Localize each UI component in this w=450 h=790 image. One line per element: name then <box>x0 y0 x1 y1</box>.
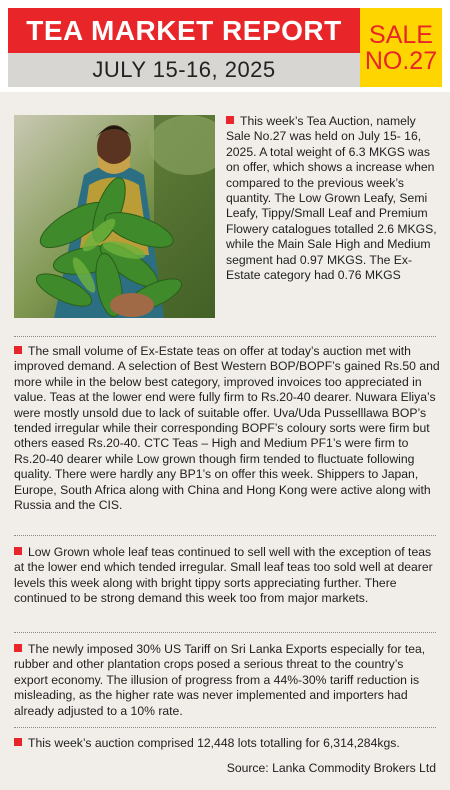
bullet-square-icon <box>14 644 22 652</box>
dotted-divider <box>14 535 436 536</box>
paragraph-low-grown <box>14 545 440 607</box>
paragraph-text: The small volume of Ex-Estate teas on offer at today’s auction met with improved demand. A selection of Best Western BOP/BOPF’s gained Rs.50 and more while in the below best category, improved invoices too appreciated in value. Teas at the lower end were fully firm to Rs.20-40 dearer. Nuwara Eliya’s were mostly unsold due to lack of suitable offer. Uva/Uda Pusselllawa BOP’s tended irregular while their corresponding BOPF’s coloury sorts were firm but others eased Rs.20-40. CTC Teas – High and Medium PF1’s were firm to Rs.20-40 dearer while Low grown though firm tended to fluctuate following quality. There were hardly any BP1’s on offer this week. Shippers to Japan, Europe, South Africa along with China and Hong Kong were active along with Russia and the CIS. <box>14 344 440 513</box>
paragraph-us-tariff <box>14 642 440 719</box>
bullet-square-icon <box>14 738 22 746</box>
paragraph-text: The newly imposed 30% US Tariff on Sri Lanka Exports especially for tea, rubber and other plantation crops posed a serious threat to the country’s export economy. The illusion of progress from a 44%-30% tariff reduction is misleading, as the higher rate was never implemented and importers had already adjusted to a 10% rate. <box>14 642 426 718</box>
paragraph-sale-overview <box>226 114 440 283</box>
report-title: TEA MARKET REPORT <box>8 8 360 53</box>
sale-badge-line2: NO.27 <box>364 46 438 75</box>
bullet-square-icon <box>14 547 22 555</box>
paragraph-text: Low Grown whole leaf teas continued to sell well with the exception of teas at the lower end which tended irregular. Small leaf teas too sold well at dearer levels this week along with bright tippy sorts appreciating further. There continued to be strong demand this week too from major markets. <box>14 545 433 606</box>
tea-picker-illustration <box>14 115 215 318</box>
source-credit: Source: Lanka Commodity Brokers Ltd <box>226 761 436 775</box>
dotted-divider <box>14 336 436 337</box>
paragraph-text: This week’s auction comprised 12,448 lots totalling for 6,314,284kgs. <box>28 736 400 750</box>
sale-badge-line1: SALE <box>369 20 433 49</box>
bullet-square-icon <box>226 116 234 124</box>
sale-number-badge <box>360 8 442 87</box>
paragraph-auction-total <box>14 736 440 751</box>
paragraph-text: This week’s Tea Auction, namely Sale No.27 was held on July 15- 16, 2025. A total weight of 6.3 MKGS was on offer, which shows a increase when compared to the previous week’s quantity. The Low Grown Leafy, Semi Leafy, Tippy/Small Leaf and Premium Flowery catalogues totalled 2.6 MKGS, while the Main Sale High and Medium segment had 0.97 MKGS. The Ex-Estate category had 0.76 MKGS <box>226 114 437 283</box>
bullet-square-icon <box>14 346 22 354</box>
dotted-divider <box>14 727 436 728</box>
tea-picker-photo <box>14 115 215 318</box>
paragraph-ex-estate <box>14 344 440 513</box>
report-header <box>0 0 450 92</box>
report-date: JULY 15-16, 2025 <box>8 53 360 87</box>
dotted-divider <box>14 632 436 633</box>
